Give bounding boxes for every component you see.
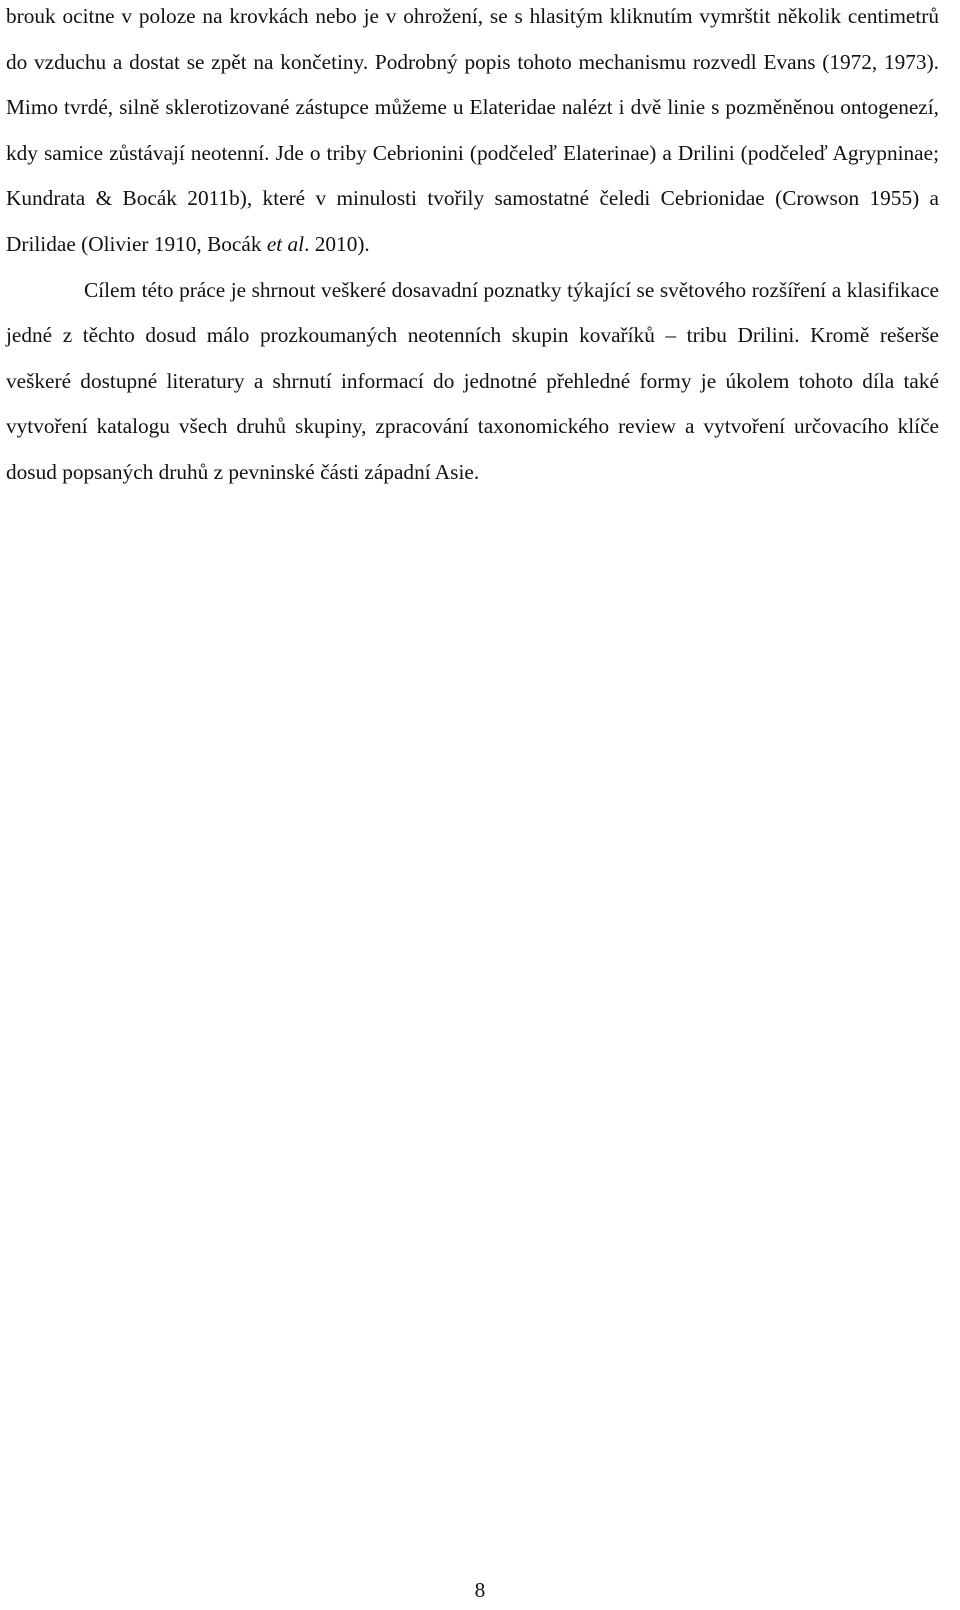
paragraph-1-tail: . 2010). [304, 231, 370, 256]
document-page [6, 0, 939, 496]
paragraph-1-text: brouk ocitne v poloze na krovkách nebo je v ohrožení, se s hlasitým kliknutím vymrštit několik centimetrů do vzduchu a dostat se zpět na končetiny. Podrobný popis tohoto mechanismu rozvedl Evans (1972, 1973). Mimo tvrdé, silně sklerotizované zástupce můžeme u Elateridae nalézt i dvě linie s pozměněnou ontogenezí, kdy samice zůstávají neotenní. Jde o triby Cebrionini (podčeleď Elaterinae) a Drilini (podčeleď Agrypninae; Kundrata & Bocák 2011b), které v minulosti tvořily samostatné čeledi Cebrionidae (Crowson 1955) a Drilidae (Olivier 1910, Bocák [6, 4, 939, 256]
paragraph-1 [6, 0, 939, 268]
paragraph-2: Cílem této práce je shrnout veškeré dosavadní poznatky týkající se světového rozšíření a klasifikace jedné z těchto dosud málo prozkoumaných neotenních skupin kovaříků – tribu Drilini. Kromě rešerše veškeré dostupné literatury a shrnutí informací do jednotné přehledné formy je úkolem tohoto díla také vytvoření katalogu všech druhů skupiny, zpracování taxonomického review a vytvoření určovacího klíče dosud popsaných druhů z pevninské části západní Asie. [6, 277, 939, 484]
paragraph-1-italic: et al [266, 231, 305, 256]
page-number: 8 [474, 1578, 486, 1602]
